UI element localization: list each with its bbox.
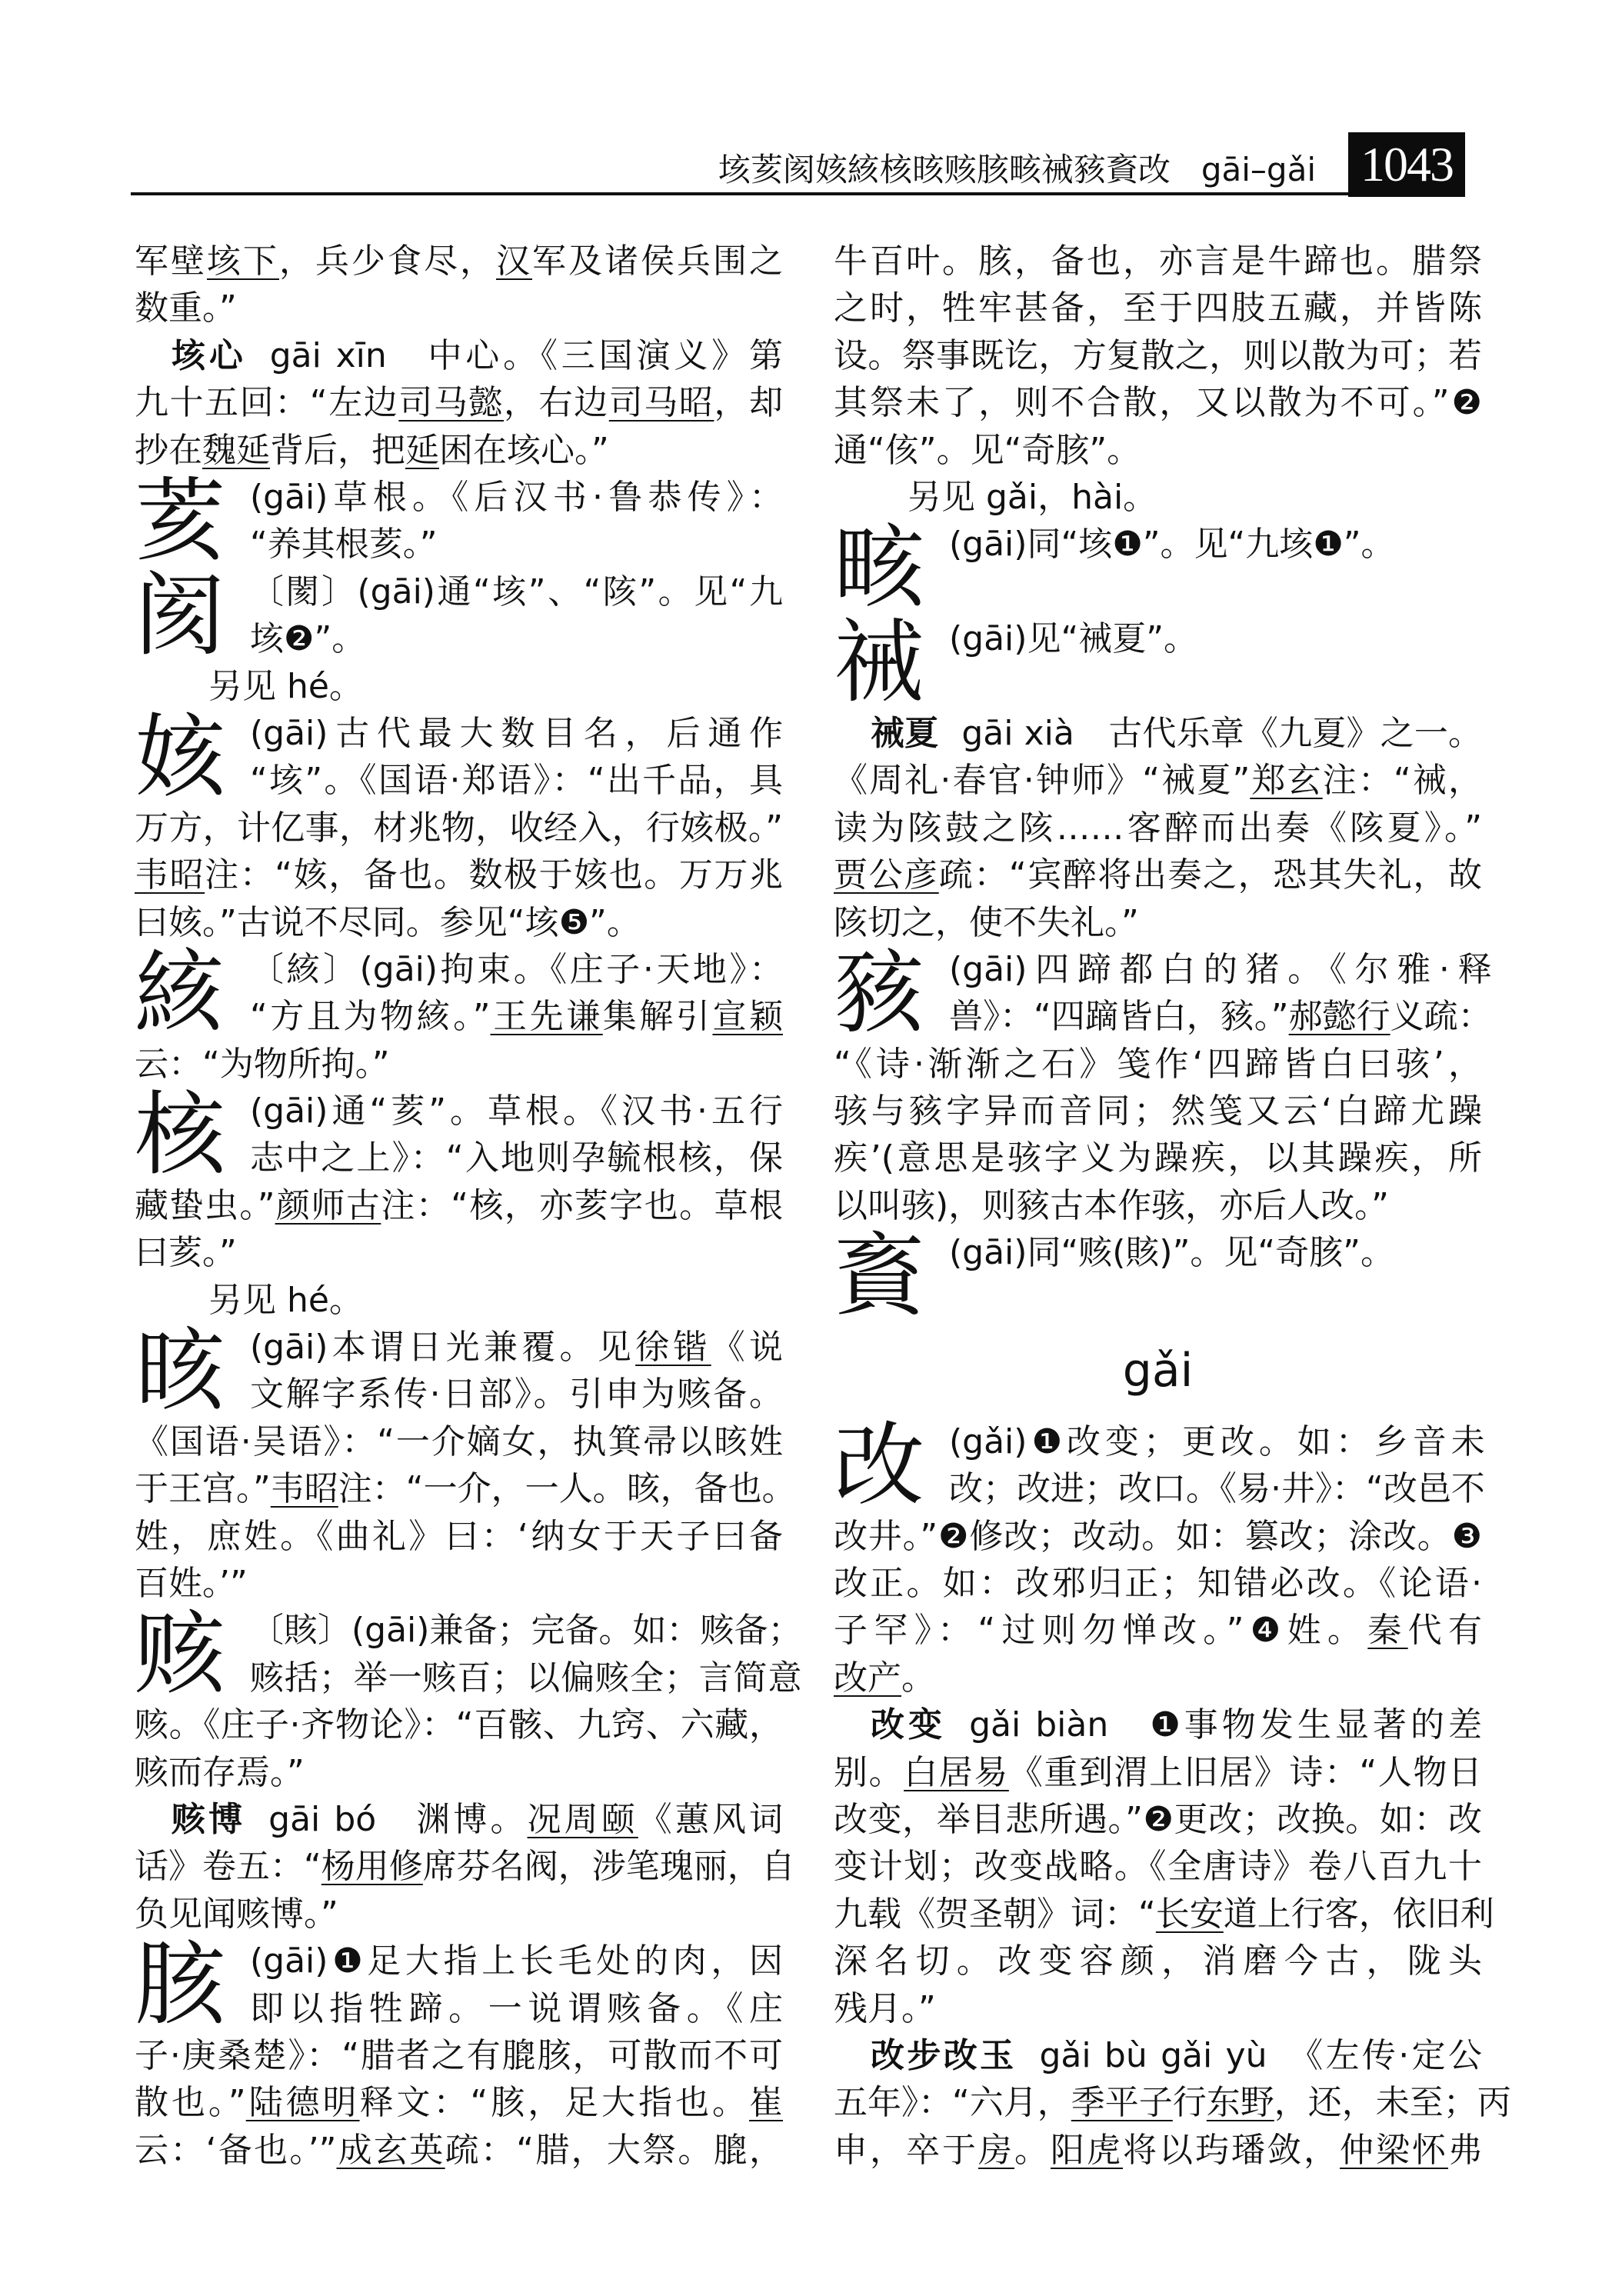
proper-name-underlined: 郑玄 (1250, 761, 1323, 801)
text-segment: 赅而存焉。” (135, 1752, 305, 1792)
text-line (135, 1560, 783, 1607)
text-segment: 深名切。改变容颜，消磨今古，陇头 (834, 1941, 1482, 1981)
text-line (135, 2079, 783, 2126)
text-segment: “《诗·渐渐之石》笺作‘四蹄皆白曰骇’， (834, 1044, 1482, 1084)
text-segment: 志中之上》：“入地则孕毓根核，保 (250, 1138, 783, 1178)
sub-entry-headword: 改变 (871, 1705, 947, 1745)
dictionary-entry (135, 562, 783, 668)
entry-definition (250, 946, 783, 1041)
text-line (834, 285, 1482, 332)
entry-headword-character: 阂 (135, 562, 226, 668)
header-characters: 垓荄阂姟絯核晐赅胲畡祴豥賌改 (718, 151, 1171, 188)
text-line (834, 2032, 1482, 2079)
text-line (250, 1938, 783, 1984)
text-segment: (gāi)同“赅(賅)”。见“奇胲”。 (949, 1233, 1394, 1273)
text-line (949, 615, 1482, 662)
text-segment: 另见 hé。 (208, 666, 363, 706)
text-segment: 变计划；改变战略。《全唐诗》卷八百九十 (834, 1847, 1482, 1887)
text-line (834, 332, 1482, 379)
text-segment: 将以玙璠敛， (1123, 2130, 1340, 2170)
text-line (834, 1560, 1482, 1607)
entry-headword-character: 姟 (135, 703, 226, 810)
text-segment: (gāi)草根。《后汉书·鲁恭传》： (250, 477, 783, 517)
text-line (250, 946, 783, 993)
text-line (250, 1088, 783, 1135)
entry-headword-character: 賌 (834, 1223, 925, 1330)
entry-headword-character: 絯 (135, 939, 226, 1046)
text-line (949, 1418, 1485, 1465)
text-segment: 子罕》：“过则勿惮改。”❹姓。 (834, 1611, 1368, 1651)
text-segment: 骇与豥字异而音同；然笺又云‘白蹄尤躁 (834, 1091, 1482, 1131)
text-segment: gāi xià 古代乐章《九夏》之一。 (961, 713, 1482, 753)
text-segment: 文解字系传·日部》。引申为赅备。 (250, 1375, 783, 1415)
entry-definition (250, 1607, 801, 1701)
text-segment: 军壁 (135, 242, 207, 281)
text-segment: 残月。” (834, 1988, 936, 2028)
text-segment: 义疏： (1390, 997, 1492, 1037)
text-line (135, 1465, 796, 1512)
entry-headword-character: 胲 (135, 1931, 226, 2038)
text-segment: 别。 (834, 1752, 904, 1792)
text-segment: (gāi)❶足大指上长毛处的肉，因 (250, 1941, 783, 1981)
proper-name-underlined: 颜师古 (275, 1185, 381, 1225)
text-line (250, 568, 783, 615)
text-segment: 背后，把 (270, 430, 405, 470)
text-segment: 牛百叶。胲，备也，亦言是牛蹄也。腊祭 (834, 242, 1482, 281)
entry-headword-character: 畡 (834, 515, 925, 621)
entry-definition (949, 1229, 1482, 1324)
text-segment: 改变，举目悲所遇。”❷更改；改换。如：改 (834, 1799, 1482, 1839)
header-pinyin-range: gāi–gǎi (1201, 151, 1316, 188)
proper-name-underlined: 司马懿 (398, 383, 505, 423)
text-line (135, 238, 783, 285)
text-segment: 话》卷五：“ (135, 1847, 321, 1887)
proper-name-underlined: 韦昭 (135, 855, 205, 895)
pinyin-section-heading: gǎi (1122, 1344, 1194, 1398)
text-line (250, 1135, 783, 1181)
text-line (135, 1182, 783, 1229)
text-line (135, 899, 783, 946)
dictionary-entry (834, 609, 1482, 716)
proper-name-underlined: 改产 (834, 1658, 901, 1698)
text-segment: 姓，庶姓。《曲礼》曰：‘纳女于天子曰备 (135, 1516, 783, 1556)
proper-name-underlined: 魏延 (202, 430, 270, 470)
dictionary-entry (135, 1931, 783, 2038)
dictionary-entry (834, 1223, 1482, 1330)
entry-headword-character: 核 (135, 1081, 226, 1188)
right-column (834, 238, 1511, 2174)
entry-headword-character: 祴 (834, 609, 925, 716)
text-segment: (gāi)本谓日光兼覆。见 (250, 1328, 636, 1368)
text-line (250, 521, 783, 568)
text-segment: 军及诸侯兵围之 (532, 242, 783, 281)
proper-name-underlined: 白居易 (904, 1752, 1009, 1792)
dictionary-entry (135, 1081, 783, 1188)
proper-name-underlined: 郝懿行 (1288, 997, 1391, 1037)
text-line (834, 757, 1482, 804)
text-line (250, 1371, 783, 1418)
entry-definition (250, 1324, 783, 1418)
text-line (135, 1796, 783, 1843)
text-line (834, 1796, 1482, 1843)
text-segment: 以叫骇)，则豥古本作骇，亦后人改。” (834, 1185, 1389, 1225)
entry-definition (250, 710, 783, 805)
text-segment: (gāi)古代最大数目名，后通作 (250, 713, 783, 753)
text-segment: 陔切之，使不失礼。” (834, 902, 1139, 942)
dictionary-entry (834, 515, 1482, 621)
text-line (135, 1891, 783, 1938)
text-segment: 垓❷”。 (250, 619, 366, 659)
text-line (834, 899, 1482, 946)
proper-name-underlined: 季平子 (1071, 2083, 1173, 2123)
text-segment: 子·庚桑楚》：“腊者之有膍胲，可散而不可 (135, 2035, 783, 2075)
text-segment: “垓”。《国语·郑语》：“出千品，具 (250, 761, 783, 801)
text-segment: 〔閡〕(gāi)通“垓”、“陔”。见“九 (250, 572, 783, 611)
sub-entry-headword: 垓心 (172, 335, 247, 375)
text-line (135, 285, 783, 332)
entry-definition (949, 1418, 1485, 1513)
text-segment: 集解引 (602, 997, 713, 1037)
text-segment: 另见 hé。 (208, 1280, 363, 1320)
text-line (834, 1041, 1482, 1088)
text-segment: 《蕙风词 (638, 1800, 784, 1839)
text-segment: 百姓。’” (135, 1564, 248, 1604)
text-line (949, 663, 1482, 710)
text-line (834, 851, 1482, 898)
dictionary-entry (135, 939, 784, 1046)
text-segment: 数重。” (135, 288, 237, 328)
text-segment: 疏：“宾醉将出奏之，恐其失礼，故 (938, 855, 1482, 895)
text-segment: 《周礼·春官·钟师》“祴夏” (834, 761, 1251, 801)
proper-name-underlined: 垓下 (207, 242, 279, 281)
text-segment: gǎi bù gǎi yù 《左传·定公 (1039, 2035, 1483, 2075)
text-line (135, 851, 783, 898)
text-segment: 改正。如：改邪归正；知错必改。《论语· (834, 1564, 1482, 1604)
text-line (250, 1324, 783, 1371)
text-segment: 。 (1014, 2130, 1051, 2170)
text-segment: 藏蛰虫。” (135, 1185, 275, 1225)
entry-definition (250, 1088, 783, 1182)
text-segment: 即以指牲蹄。一说谓赅备。《庄 (250, 1988, 783, 2028)
text-segment: 曰姟。”古说不尽同。参见“垓❺”。 (135, 902, 641, 942)
text-segment: 《国语·吴语》：“一介嫡女，执箕帚以晐姓 (135, 1421, 783, 1461)
text-segment: (gǎi)❶改变；更改。如：乡音未 (949, 1421, 1485, 1461)
text-line (135, 1229, 783, 1276)
text-segment: 云：‘备也。’” (135, 2130, 337, 2170)
text-line (834, 1088, 1482, 1135)
text-line (834, 379, 1482, 426)
text-line (834, 1182, 1482, 1229)
text-line (834, 1607, 1482, 1654)
text-line (834, 1135, 1482, 1181)
proper-name-underlined: 王先谦 (490, 997, 603, 1037)
text-line (135, 2032, 783, 2079)
text-segment: 疾’(意思是骇字义为躁疾，以其躁疾，所 (834, 1138, 1482, 1178)
proper-name-underlined: 秦 (1367, 1611, 1408, 1651)
text-segment: 散也。” (135, 2083, 246, 2123)
proper-name-underlined: 徐锴 (635, 1328, 711, 1368)
page-number: 1043 (1348, 132, 1465, 197)
proper-name-underlined: 况周颐 (527, 1800, 638, 1839)
text-line (834, 1749, 1482, 1796)
text-segment: 改；改进；改口。《易·井》：“改邑不 (949, 1469, 1485, 1509)
text-segment: 注：“姟，备也。数极于姟也。万万兆 (205, 855, 784, 895)
text-segment: 曰荄。” (135, 1233, 237, 1273)
entry-definition (949, 521, 1482, 615)
entry-headword-character: 赅 (135, 1601, 226, 1708)
text-segment: 道上行客，依旧利 (1223, 1894, 1494, 1934)
text-line (834, 1938, 1482, 1984)
text-segment: 赅。《庄子·齐物论》：“百骸、九窍、六藏， (135, 1705, 783, 1745)
proper-name-underlined: 延 (405, 430, 439, 470)
text-segment: 〔絯〕(gāi)拘束。《庄子·天地》： (250, 949, 783, 989)
text-line (135, 1749, 783, 1796)
proper-name-underlined: 成玄英 (336, 2130, 445, 2170)
text-line (135, 2127, 783, 2174)
text-line (834, 1843, 1482, 1890)
text-line (135, 1277, 783, 1324)
text-segment: 注：“祴， (1322, 761, 1483, 801)
text-line (135, 1701, 783, 1748)
proper-name-underlined: 房 (978, 2130, 1014, 2170)
text-segment: (gāi)同“垓❶”。见“九垓❶”。 (949, 525, 1395, 565)
text-line (949, 993, 1492, 1040)
text-segment: (gāi)通“荄”。草根。《汉书·五行 (250, 1091, 783, 1131)
text-segment: “养其根荄。” (250, 525, 438, 565)
proper-name-underlined: 韦昭 (270, 1469, 338, 1509)
text-segment: 之时，牲牢甚备，至于四肢五藏，并皆陈 (834, 288, 1482, 328)
text-line (949, 1277, 1482, 1324)
text-line (250, 615, 783, 662)
text-segment: 负见闻赅博。” (135, 1894, 338, 1934)
text-segment: 另见 gǎi，hài。 (908, 477, 1157, 517)
text-line (250, 710, 783, 757)
proper-name-underlined: 东野 (1206, 2083, 1274, 2123)
text-segment: 。 (901, 1658, 935, 1698)
dictionary-entry (135, 703, 783, 810)
text-line (135, 1041, 783, 1088)
text-line (949, 521, 1482, 568)
sub-entry-headword: 赅博 (172, 1800, 246, 1839)
entry-definition (250, 474, 783, 568)
text-line (834, 474, 1482, 521)
proper-name-underlined: 宣颖 (712, 997, 784, 1037)
text-segment: 兽》：“四蹢皆白，豥。” (949, 997, 1289, 1037)
text-line (834, 710, 1482, 757)
text-line (135, 332, 783, 379)
text-segment: 抄在 (135, 430, 202, 470)
text-segment: (gāi)四蹄都白的猪。《尔雅·释 (949, 949, 1492, 989)
dictionary-entry (135, 467, 783, 574)
text-line (250, 1655, 801, 1701)
proper-name-underlined: 司马昭 (608, 383, 714, 423)
text-line (834, 1701, 1482, 1748)
proper-name-underlined: 仲梁怀 (1340, 2130, 1448, 2170)
header-title (718, 151, 1316, 189)
entry-definition (250, 568, 783, 663)
text-line (834, 1655, 1482, 1701)
header-rule (131, 192, 1465, 195)
dictionary-entry (834, 939, 1492, 1046)
text-segment: ，兵少食尽， (279, 242, 496, 281)
text-line (135, 1843, 795, 1890)
entry-headword-character: 荄 (135, 467, 226, 574)
text-line (834, 2079, 1511, 2126)
text-line (834, 1985, 1482, 2032)
entry-definition (949, 615, 1482, 710)
text-line (834, 2127, 1482, 2174)
text-line (834, 1891, 1494, 1938)
text-segment: 其祭未了，则不合散，又以散为不可。”❷ (834, 383, 1482, 423)
text-line (250, 993, 783, 1040)
entry-definition (949, 946, 1492, 1041)
text-segment: 云：“为物所拘。” (135, 1044, 390, 1084)
text-line (834, 1513, 1482, 1560)
text-line (135, 427, 783, 474)
sub-entry-headword: 祴夏 (871, 713, 939, 753)
text-line (949, 946, 1492, 993)
entry-headword-character: 豥 (834, 939, 925, 1046)
text-segment: 席芬名阀，涉笔瑰丽，自 (422, 1847, 795, 1887)
text-line (834, 238, 1482, 285)
text-line (949, 1465, 1485, 1512)
text-segment: gāi bó 渊博。 (268, 1800, 528, 1839)
text-segment: 注：“一介，一人。晐，备也。 (338, 1469, 796, 1509)
text-segment: ，右边 (504, 383, 609, 423)
entry-headword-character: 晐 (135, 1318, 226, 1425)
text-segment: (gāi)见“祴夏”。 (949, 619, 1198, 659)
text-segment: gǎi biàn ❶事物发生显著的差 (969, 1705, 1483, 1745)
text-line (834, 427, 1482, 474)
text-segment: gāi xīn 中心。《三国演义》第 (269, 335, 783, 375)
text-segment: 注：“核，亦荄字也。草根 (381, 1185, 784, 1225)
text-line (250, 1985, 783, 2032)
proper-name-underlined: 杨用修 (321, 1847, 423, 1887)
text-segment: ，却 (714, 383, 784, 423)
left-column (135, 238, 802, 2174)
text-line (250, 1607, 801, 1654)
text-segment: 通“侅”。见“奇胲”。 (834, 430, 1141, 470)
text-segment: 读为陔鼓之陔……客醉而出奏《陔夏》。” (834, 808, 1482, 848)
text-segment: 代有 (1407, 1611, 1483, 1651)
entry-headword-character: 改 (834, 1411, 925, 1518)
text-line (250, 474, 783, 521)
text-segment: 申，卒于 (834, 2130, 978, 2170)
sub-entry-headword: 改步改玉 (871, 2035, 1017, 2075)
proper-name-underlined: 阳虎 (1051, 2130, 1123, 2170)
dictionary-entry (135, 1318, 783, 1425)
text-segment: 赅括；举一赅百；以偏赅全；言简意 (250, 1658, 802, 1698)
text-segment: “方且为物絯。” (250, 997, 491, 1037)
text-line (135, 1513, 783, 1560)
dictionary-entry (135, 1601, 802, 1708)
text-line (250, 757, 783, 804)
text-line (135, 805, 783, 851)
text-line (135, 1418, 783, 1465)
text-line (834, 805, 1482, 851)
proper-name-underlined: 汉 (496, 242, 532, 281)
entry-definition (250, 1938, 783, 2032)
text-segment: 五年》：“六月， (834, 2083, 1071, 2123)
text-segment: 行 (1172, 2083, 1207, 2123)
text-line (949, 568, 1482, 615)
text-segment: 困在垓心。” (439, 430, 609, 470)
text-segment: 《重到渭上旧居》诗：“人物日 (1008, 1752, 1483, 1792)
text-segment: 改井。”❷修改；改动。如：篡改；涂改。❸ (834, 1516, 1482, 1556)
proper-name-underlined: 陆德明 (245, 2083, 360, 2123)
text-segment: 弗 (1448, 2130, 1482, 2170)
dictionary-entry (834, 1411, 1485, 1518)
text-segment: ，还，未至；丙 (1274, 2083, 1511, 2123)
text-segment: 九十五回：“左边 (135, 383, 399, 423)
text-segment: 《说 (711, 1328, 783, 1368)
text-segment: 〔賅〕(gāi)兼备；完备。如：赅备； (250, 1611, 802, 1651)
text-segment: 设。祭事既讫，方复散之，则以散为可；若 (834, 335, 1482, 375)
text-segment: 万方，计亿事，材兆物，收经入，行姟极。” (135, 808, 783, 848)
text-line (135, 379, 783, 426)
text-segment: 于王宫。” (135, 1469, 271, 1509)
proper-name-underlined: 贾公彦 (834, 855, 939, 895)
text-segment: 九载《贺圣朝》词：“ (834, 1894, 1156, 1934)
text-line (949, 1229, 1482, 1276)
text-line (135, 663, 783, 710)
text-segment: 疏：“腊，大祭。膍， (445, 2130, 784, 2170)
proper-name-underlined: 长安 (1155, 1894, 1224, 1934)
proper-name-underlined: 崔 (749, 2083, 784, 2123)
text-segment: 释文：“胲，足大指也。 (359, 2083, 750, 2123)
